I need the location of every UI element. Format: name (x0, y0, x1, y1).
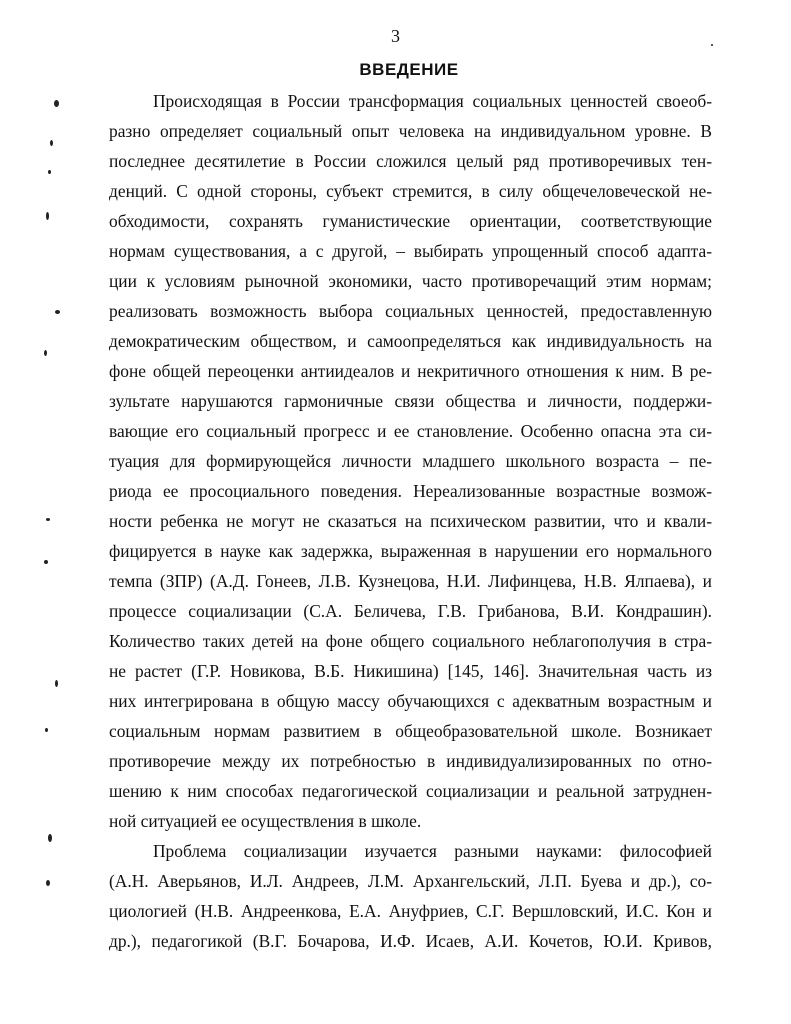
text-line: последнее десятилетие в России сложился целый ряд противоречивых тен- (109, 151, 712, 171)
scan-speck (44, 350, 47, 356)
text-line: циологией (Н.В. Андреенкова, Е.А. Ануфриев, С.Г. Вершловский, И.С. Кон и (109, 901, 712, 921)
text-line: темпа (ЗПР) (А.Д. Гонеев, Л.В. Кузнецова, Н.И. Лифинцева, Н.В. Ялпаева), и (109, 571, 712, 591)
text-line: фоне общей переоценки антиидеалов и некритичного отношения к ним. В ре- (109, 361, 712, 381)
text-line: (А.Н. Аверьянов, И.Л. Андреев, Л.М. Архангельский, Л.П. Буева и др.), со- (109, 871, 712, 891)
text-line: разно определяет социальный опыт человека на индивидуальном уровне. В (109, 121, 712, 141)
text-line: ности ребенка не могут не сказаться на психическом развитии, что и квали- (109, 511, 712, 531)
text-line: зультате нарушаются гармоничные связи общества и личности, поддержи- (109, 391, 712, 411)
text-line: нормам существования, а с другой, – выбирать упрощенный способ адапта- (109, 241, 712, 261)
text-line: др.), педагогикой (В.Г. Бочарова, И.Ф. Исаев, А.И. Кочетов, Ю.И. Кривов, (109, 931, 712, 951)
text-line: обходимости, сохранять гуманистические ориентации, соответствующие (109, 211, 712, 231)
text-line: ции к условиям рыночной экономики, часто противоречащий этим нормам; (109, 271, 712, 291)
page-title: ВВЕДЕНИЕ (359, 60, 459, 79)
text-line: денций. С одной стороны, субъект стремится, в силу общечеловеческой не- (109, 181, 712, 201)
text-line: них интегрирована в общую массу обучающихся с адекватным возрастным и (109, 691, 712, 711)
scan-speck (711, 44, 713, 46)
scan-speck (45, 728, 48, 732)
scan-speck (46, 880, 50, 886)
text-line: вающие его социальный прогресс и ее становление. Особенно опасна эта си- (109, 421, 712, 441)
text-line: не растет (Г.Р. Новикова, В.Б. Никишина) [145, 146]. Значительная часть из (109, 661, 712, 681)
text-line: процессе социализации (С.А. Беличева, Г.В. Грибанова, В.И. Кондрашин). (109, 601, 712, 621)
text-line: социальным нормам развитием в общеобразовательной школе. Возникает (109, 721, 712, 741)
text-line: противоречие между их потребностью в индивидуализированных по отно- (109, 751, 712, 771)
text-line: реализовать возможность выбора социальных ценностей, предоставленную (109, 301, 712, 321)
text-line: ной ситуацией ее осуществления в школе. (109, 811, 422, 831)
text-line: фицируется в науке как задержка, выраженная в нарушении его нормального (109, 541, 712, 561)
text-line: Количество таких детей на фоне общего социального неблагополучия в стра- (109, 631, 712, 651)
text-line: Происходящая в России трансформация социальных ценностей своеоб- (153, 91, 712, 111)
text-line: туация для формирующейся личности младшего школьного возраста – пе- (109, 451, 712, 471)
scan-speck (55, 680, 58, 687)
scan-speck (46, 518, 50, 521)
scan-speck (44, 560, 48, 564)
text-line: демократическим обществом, и самоопределяться как индивидуальность на (109, 331, 712, 351)
text-line: Проблема социализации изучается разными науками: философией (153, 841, 712, 861)
scan-speck (54, 100, 59, 107)
text-line: шению к ним способах педагогической социализации и реальной затруднен- (109, 781, 712, 801)
text-line: риода ее просоциального поведения. Нереализованные возрастные возмож- (109, 481, 712, 501)
scan-speck (48, 170, 51, 174)
scan-speck (55, 310, 60, 314)
scan-speck (46, 212, 49, 220)
scan-speck (50, 140, 53, 146)
page-number: 3 (391, 26, 400, 46)
scan-speck (48, 834, 52, 842)
